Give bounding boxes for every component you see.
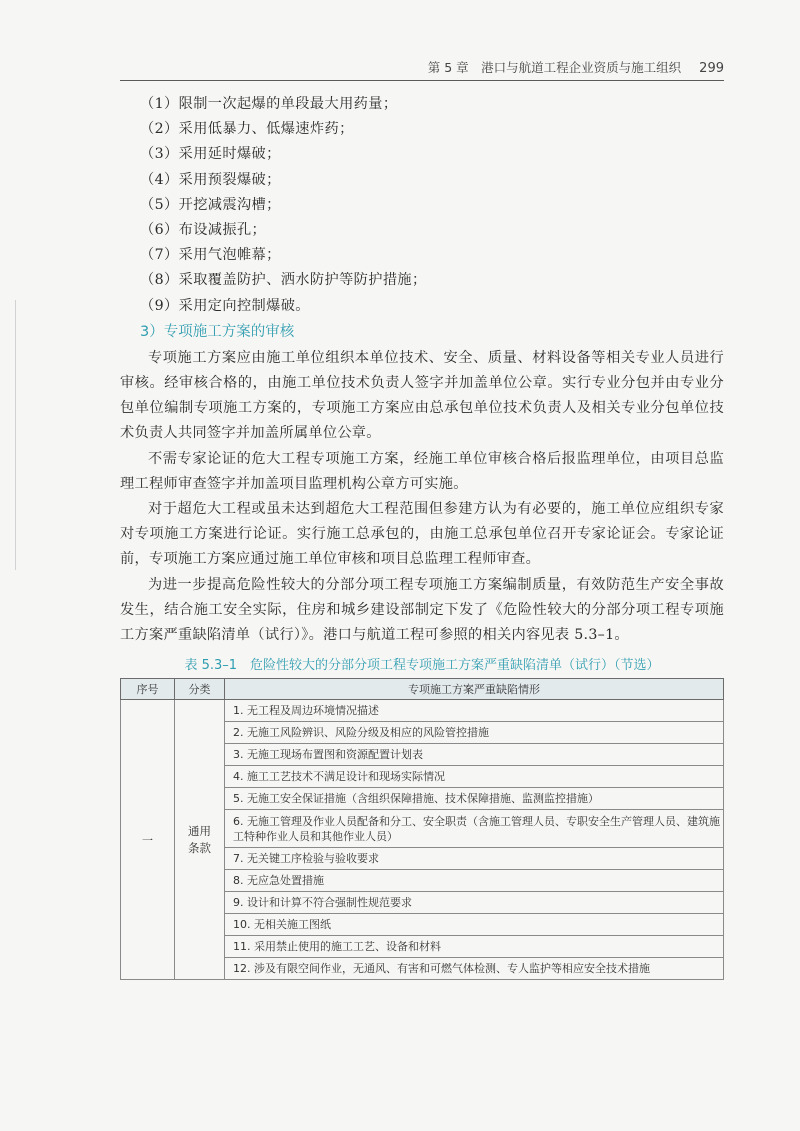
paragraph-defect-list: 为进一步提高危险性较大的分部分项工程专项施工方案编制质量，有效防范生产安全事故发生，结合施工安全实际，住房和城乡建设部制定下发了《危险性较大的分部分项工程专项施工方案严重缺陷清单（试行）》。港口与航道工程可参照的相关内容见表 5.3–1。 [120, 576, 724, 644]
page-number: 299 [699, 61, 724, 76]
list-item: （5）开挖减震沟槽； [140, 196, 281, 213]
paragraph-review: 专项施工方案应由施工单位组织本单位技术、安全、质量、材料设备等相关专业人员进行审核。经审核合格的，由施工单位技术负责人签字并加盖单位公章。实行专业分包并由专业分包单位编制专项施工方案的，专项施工方案应由总承包单位技术负责人及相关专业分包单位技术负责人共同签字并加盖所属单位公章。 [120, 349, 724, 442]
defect-item: 5. 无施工安全保证措施（含组织保障措施、技术保障措施、监测监控措施） [225, 788, 724, 810]
defect-item: 1. 无工程及周边环境情况描述 [225, 700, 724, 722]
paragraph-expert-review: 对于超危大工程或虽未达到超危大工程范围但参建方认为有必要的，施工单位应组织专家对专项施工方案进行论证。实行施工总承包的，由施工总承包单位召开专家论证会。专家论证前，专项施工方案应通过施工单位审核和项目总监理工程师审查。 [120, 501, 724, 568]
seq-cell: 一 [121, 700, 175, 980]
running-header [120, 52, 724, 81]
list-item: （4）采用预裂爆破； [140, 171, 281, 188]
table-caption: 表 5.3–1 危险性较大的分部分项工程专项施工方案严重缺陷清单（试行）（节选） [184, 658, 660, 674]
list-item: （6）布设减振孔； [140, 222, 267, 239]
chapter-title: 第 5 章 港口与航道工程企业资质与施工组织 [427, 60, 682, 75]
page-edge-line [15, 300, 16, 570]
defect-item: 12. 涉及有限空间作业，无通风、有害和可燃气体检测、专人监护等相应安全技术措施 [225, 958, 724, 980]
defect-item: 3. 无施工现场布置图和资源配置计划表 [225, 744, 724, 766]
defect-item: 9. 设计和计算不符合强制性规范要求 [225, 892, 724, 914]
table-header-row [121, 679, 724, 700]
header-category: 分类 [175, 679, 225, 700]
defect-item: 11. 采用禁止使用的施工工艺、设备和材料 [225, 936, 724, 958]
header-defect: 专项施工方案严重缺陷情形 [225, 679, 724, 700]
defect-item: 4. 施工工艺技术不满足设计和现场实际情况 [225, 766, 724, 788]
paragraph-supervision: 不需专家论证的危大工程专项施工方案，经施工单位审核合格后报监理单位，由项目总监理工程师审查签字并加盖项目监理机构公章方可实施。 [120, 450, 724, 492]
list-item: （8）采取覆盖防护、洒水防护等防护措施； [140, 272, 427, 289]
category-line: 条款 [188, 840, 211, 855]
category-line: 通用 [188, 823, 211, 838]
list-item: （9）采用定向控制爆破。 [140, 297, 310, 314]
list-item: （7）采用气泡帷幕； [140, 247, 281, 264]
defect-item: 8. 无应急处置措施 [225, 870, 724, 892]
defect-table [120, 678, 724, 980]
blasting-measures-list [120, 92, 724, 319]
page-content [120, 92, 724, 980]
defect-item: 10. 无相关施工图纸 [225, 914, 724, 936]
section-heading: 3）专项施工方案的审核 [140, 323, 295, 340]
defect-item: 6. 无施工管理及作业人员配备和分工、安全职责（含施工管理人员、专职安全生产管理人员、建筑施工特种作业人员和其他作业人员） [225, 810, 724, 848]
list-item: （2）采用低暴力、低爆速炸药； [140, 121, 354, 138]
list-item: （1）限制一次起爆的单段最大用药量； [140, 96, 398, 112]
header-seq: 序号 [121, 679, 175, 700]
category-cell [175, 700, 225, 980]
table-row [121, 700, 724, 722]
list-item: （3）采用延时爆破； [140, 146, 281, 163]
defect-item: 7. 无关键工序检验与验收要求 [225, 848, 724, 870]
defect-item: 2. 无施工风险辨识、风险分级及相应的风险管控措施 [225, 722, 724, 744]
